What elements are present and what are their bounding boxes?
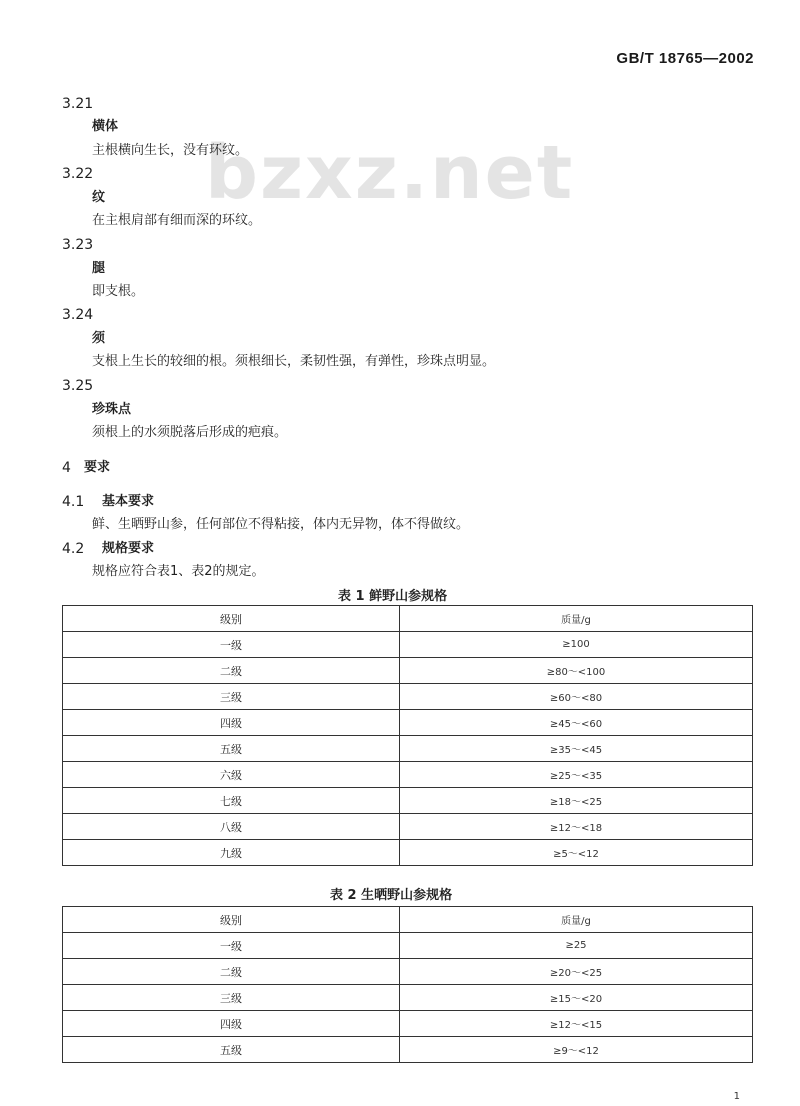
table-1-caption: 表 1 鲜野山参规格 xyxy=(338,589,448,604)
table-row xyxy=(63,684,753,710)
term: 横体 xyxy=(92,119,119,134)
clause-number: 3.24 xyxy=(62,307,94,323)
table-row xyxy=(63,632,753,658)
table-2-sun-dried-ginseng-grades xyxy=(62,906,753,1063)
weight-cell: ≥15～<20 xyxy=(400,985,753,1011)
weight-cell: ≥12～<18 xyxy=(400,814,753,840)
weight-cell: ≥25 xyxy=(400,933,753,959)
grade-cell: 三级 xyxy=(63,985,400,1011)
table-1-fresh-ginseng-grades xyxy=(62,605,753,866)
subsection-number: 4.1 xyxy=(62,494,85,510)
table-row xyxy=(63,736,753,762)
table-row xyxy=(63,814,753,840)
grade-cell: 七级 xyxy=(63,788,400,814)
clause-number: 3.23 xyxy=(62,237,94,253)
page-number: 1 xyxy=(733,1091,740,1102)
grade-cell: 九级 xyxy=(63,840,400,866)
term-description: 支根上生长的较细的根。须根细长，柔韧性强，有弹性，珍珠点明显。 xyxy=(92,354,496,369)
weight-cell: ≥9～<12 xyxy=(400,1037,753,1063)
subsection-title: 规格要求 xyxy=(102,541,155,556)
table-row xyxy=(63,762,753,788)
table-row xyxy=(63,959,753,985)
term-description: 即支根。 xyxy=(92,284,145,299)
weight-cell: ≥35～<45 xyxy=(400,736,753,762)
table-row xyxy=(63,840,753,866)
weight-cell: ≥20～<25 xyxy=(400,959,753,985)
weight-cell: ≥5～<12 xyxy=(400,840,753,866)
weight-cell: ≥18～<25 xyxy=(400,788,753,814)
term-description: 须根上的水须脱落后形成的疤痕。 xyxy=(92,425,288,440)
term-description: 在主根肩部有细而深的环纹。 xyxy=(92,213,262,228)
grade-cell: 二级 xyxy=(63,959,400,985)
watermark: bzxz.net xyxy=(205,130,575,216)
grade-cell: 四级 xyxy=(63,710,400,736)
table-2-caption: 表 2 生晒野山参规格 xyxy=(330,888,453,903)
grade-cell: 三级 xyxy=(63,684,400,710)
table-row xyxy=(63,1037,753,1063)
grade-cell: 五级 xyxy=(63,736,400,762)
clause-number: 3.21 xyxy=(62,96,94,112)
grade-cell: 二级 xyxy=(63,658,400,684)
term: 珍珠点 xyxy=(92,402,132,417)
weight-cell: ≥12～<15 xyxy=(400,1011,753,1037)
grade-cell: 五级 xyxy=(63,1037,400,1063)
table-row xyxy=(63,658,753,684)
table-header-row xyxy=(63,907,753,933)
clause-number: 3.22 xyxy=(62,166,94,182)
table-row xyxy=(63,933,753,959)
weight-cell: ≥60～<80 xyxy=(400,684,753,710)
term-description: 主根横向生长，没有环纹。 xyxy=(92,143,249,158)
table-row xyxy=(63,710,753,736)
term: 腿 xyxy=(92,261,106,276)
subsection-text: 规格应符合表1、表2的规定。 xyxy=(92,564,265,579)
section-number: 4 xyxy=(62,460,71,476)
table-row xyxy=(63,985,753,1011)
grade-cell: 一级 xyxy=(63,632,400,658)
subsection-title: 基本要求 xyxy=(102,494,155,509)
term: 须 xyxy=(92,331,106,346)
subsection-number: 4.2 xyxy=(62,541,85,557)
section-title: 要求 xyxy=(84,460,111,475)
header-weight: 质量/g xyxy=(400,606,753,632)
header-grade: 级别 xyxy=(63,907,400,933)
term: 纹 xyxy=(92,190,106,205)
grade-cell: 一级 xyxy=(63,933,400,959)
header-grade: 级别 xyxy=(63,606,400,632)
standard-number: GB/T 18765—2002 xyxy=(616,50,754,67)
table-header-row xyxy=(63,606,753,632)
weight-cell: ≥25～<35 xyxy=(400,762,753,788)
weight-cell: ≥80～<100 xyxy=(400,658,753,684)
grade-cell: 八级 xyxy=(63,814,400,840)
weight-cell: ≥100 xyxy=(400,632,753,658)
table-row xyxy=(63,1011,753,1037)
table-row xyxy=(63,788,753,814)
grade-cell: 四级 xyxy=(63,1011,400,1037)
clause-number: 3.25 xyxy=(62,378,94,394)
header-weight: 质量/g xyxy=(400,907,753,933)
subsection-text: 鲜、生晒野山参，任何部位不得粘接，体内无异物，体不得做纹。 xyxy=(92,517,470,532)
grade-cell: 六级 xyxy=(63,762,400,788)
weight-cell: ≥45～<60 xyxy=(400,710,753,736)
